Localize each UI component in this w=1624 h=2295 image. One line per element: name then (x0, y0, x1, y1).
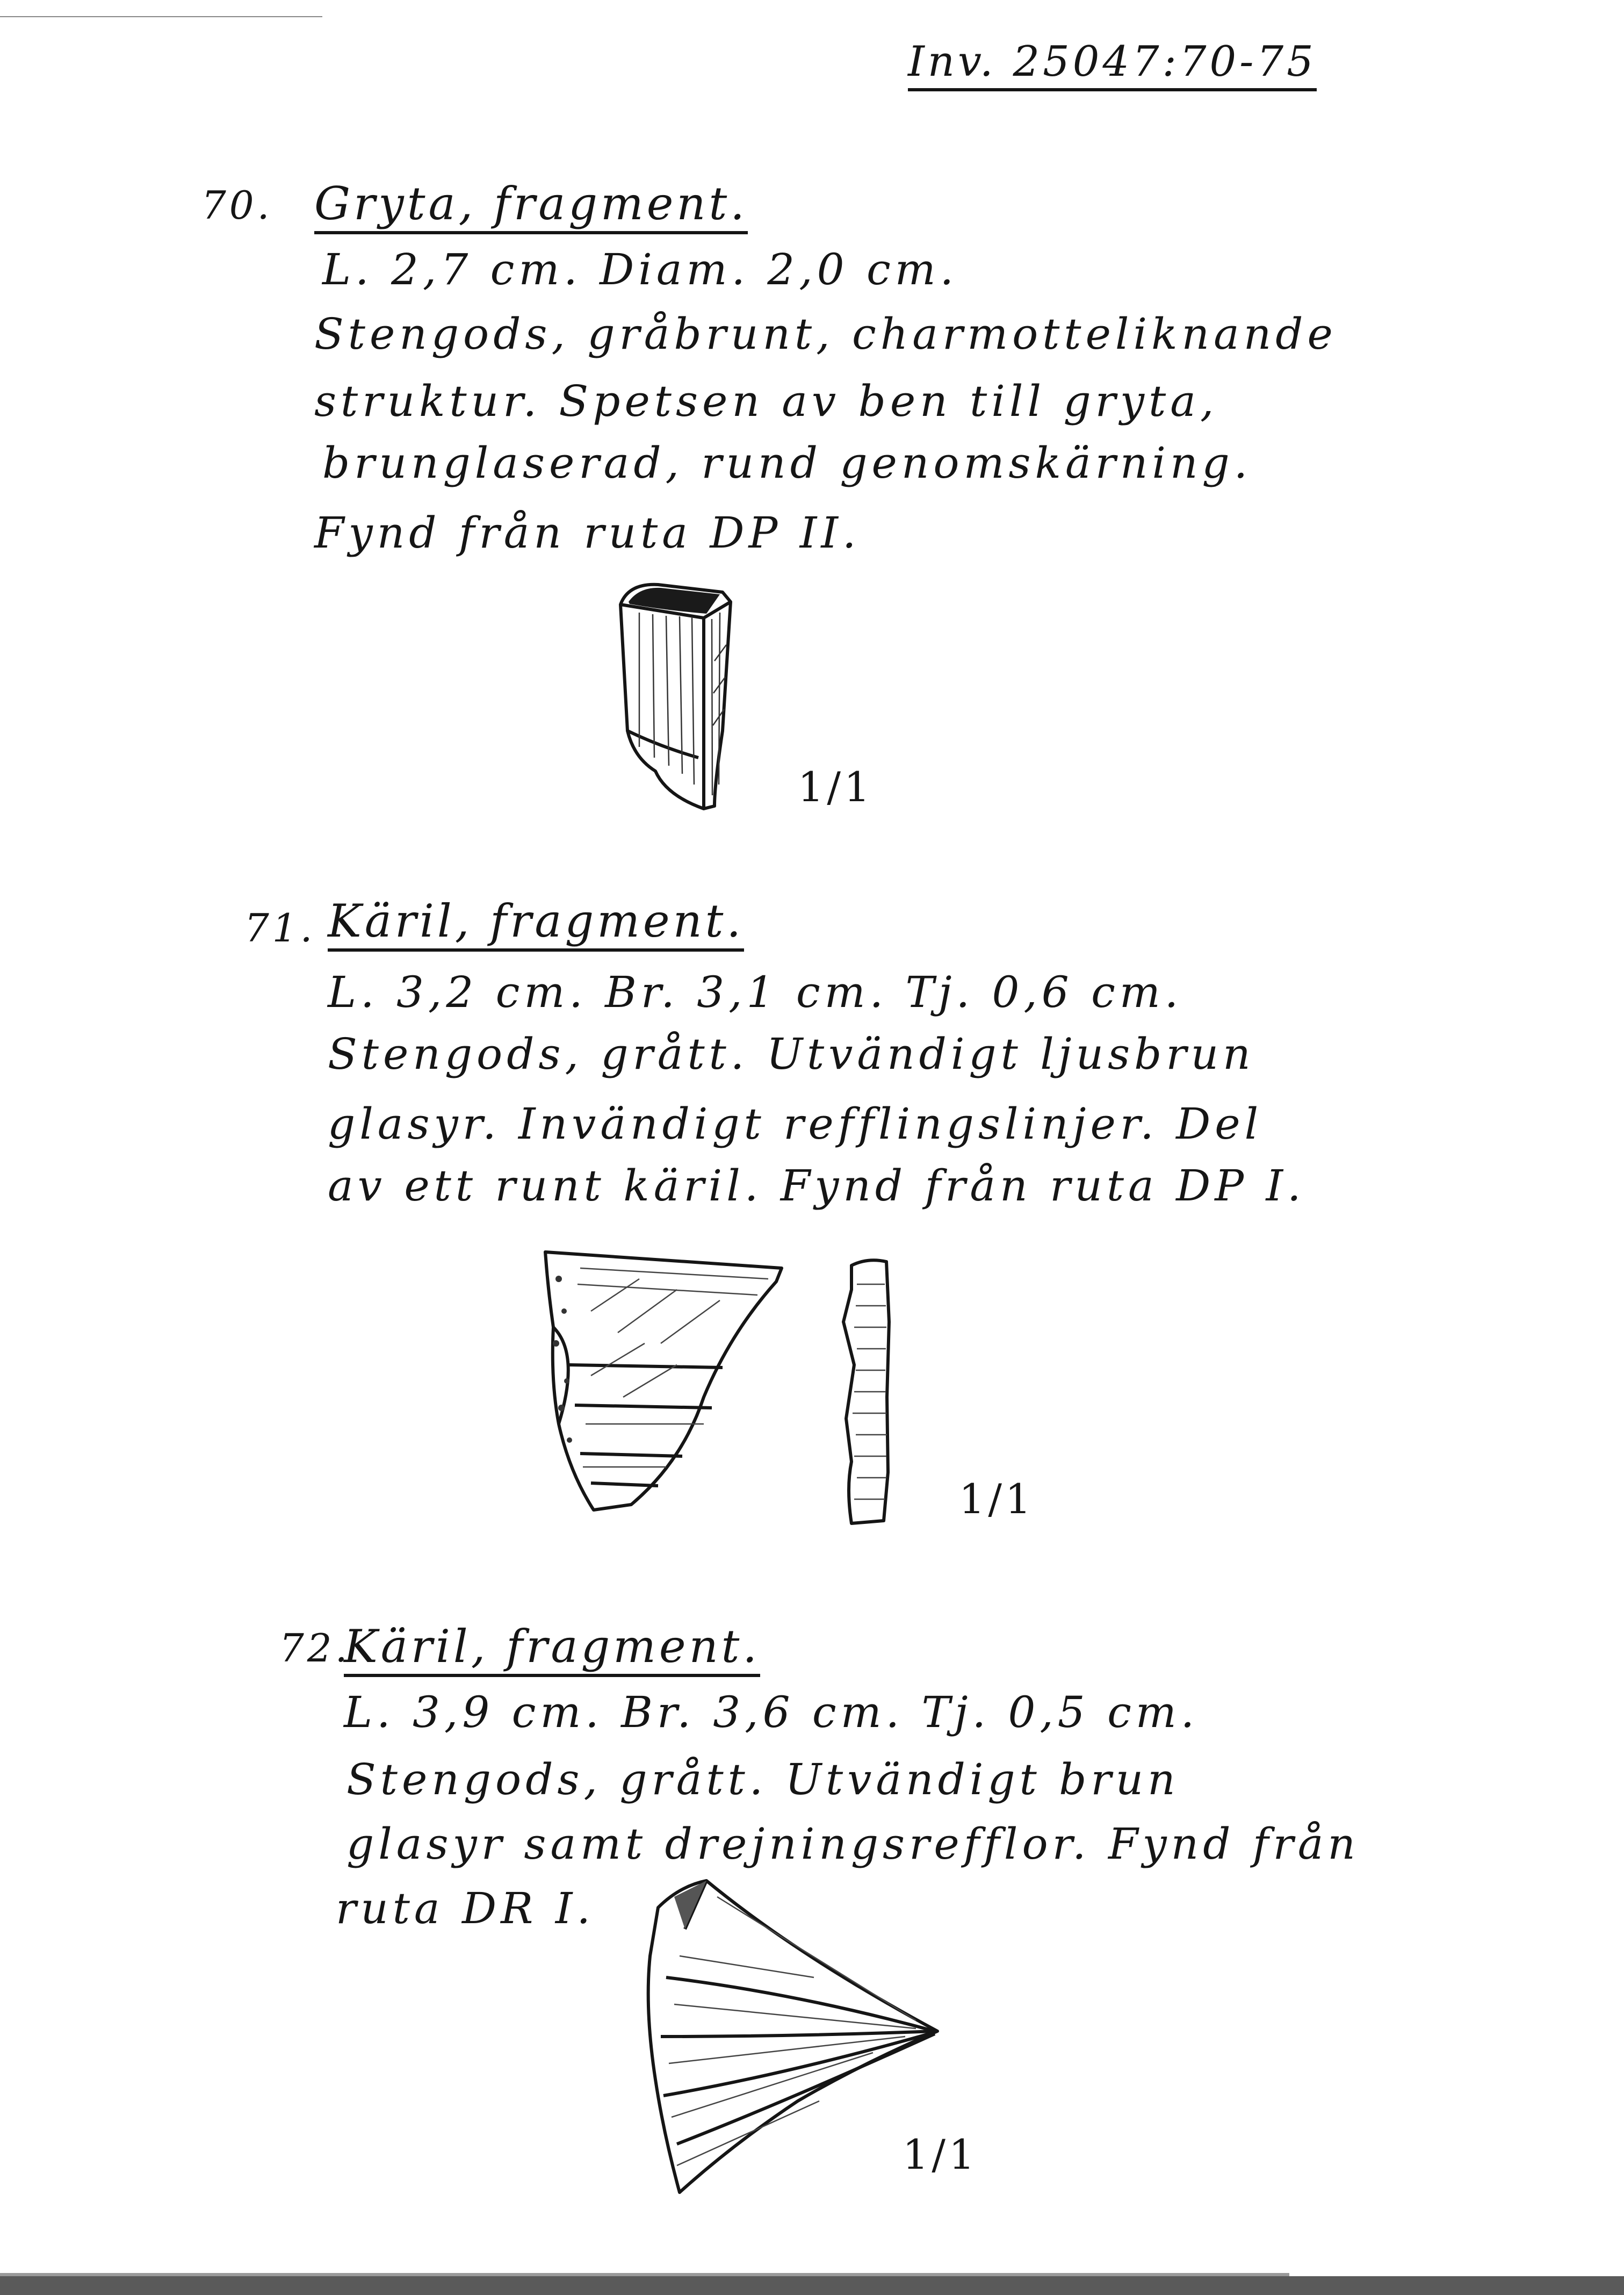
entry-71-heading: Käril, fragment. (328, 895, 744, 952)
entry-72-line-2: Stengods, grått. Utvändigt brun (347, 1754, 1180, 1804)
entry-71-line-3: glasyr. Invändigt refflingslinjer. Del (328, 1099, 1263, 1149)
entry-70-line-5: Fynd från ruta DP II. (314, 508, 861, 558)
entry-70-line-1: L. 2,7 cm. Diam. 2,0 cm. (322, 244, 958, 294)
entry-70-line-2: Stengods, gråbrunt, charmotteliknande (314, 309, 1337, 359)
entry-70-heading: Gryta, fragment. (314, 177, 748, 234)
entry-71-line-4: av ett runt käril. Fynd från ruta DP I. (328, 1161, 1305, 1211)
entry-72-line-3: glasyr samt drejningsrefflor. Fynd från (347, 1819, 1360, 1869)
entry-71-line-2: Stengods, grått. Utvändigt ljusbrun (328, 1029, 1255, 1079)
entry-72-number: 72. (279, 1625, 351, 1671)
entry-70-number: 70. (201, 183, 273, 228)
entry-72-scale: 1/1 (903, 2131, 978, 2178)
entry-70-line-4: brunglaserad, rund genomskärning. (322, 438, 1252, 488)
entry-72-line-4: ruta DR I. (336, 1883, 595, 1933)
entry-70-scale: 1/1 (798, 763, 874, 811)
entry-72-line-1: L. 3,9 cm. Br. 3,6 cm. Tj. 0,5 cm. (344, 1687, 1199, 1737)
entry-70-sketch (607, 580, 790, 817)
entry-71-sketch-outer-face (537, 1247, 790, 1526)
entry-71-number: 71. (244, 905, 316, 951)
entry-71-scale: 1/1 (959, 1475, 1035, 1523)
scan-bottom-edge (0, 2276, 1624, 2295)
entry-70-line-3: struktur. Spetsen av ben till gryta, (314, 376, 1218, 426)
entry-72-sketch (637, 1875, 943, 2198)
top-edge-line (0, 16, 322, 17)
entry-71-line-1: L. 3,2 cm. Br. 3,1 cm. Tj. 0,6 cm. (328, 967, 1183, 1017)
entry-71-sketch-profile (835, 1257, 900, 1531)
inventory-number: Inv. 25047:70-75 (908, 38, 1317, 91)
entry-72-heading: Käril, fragment. (344, 1620, 760, 1677)
